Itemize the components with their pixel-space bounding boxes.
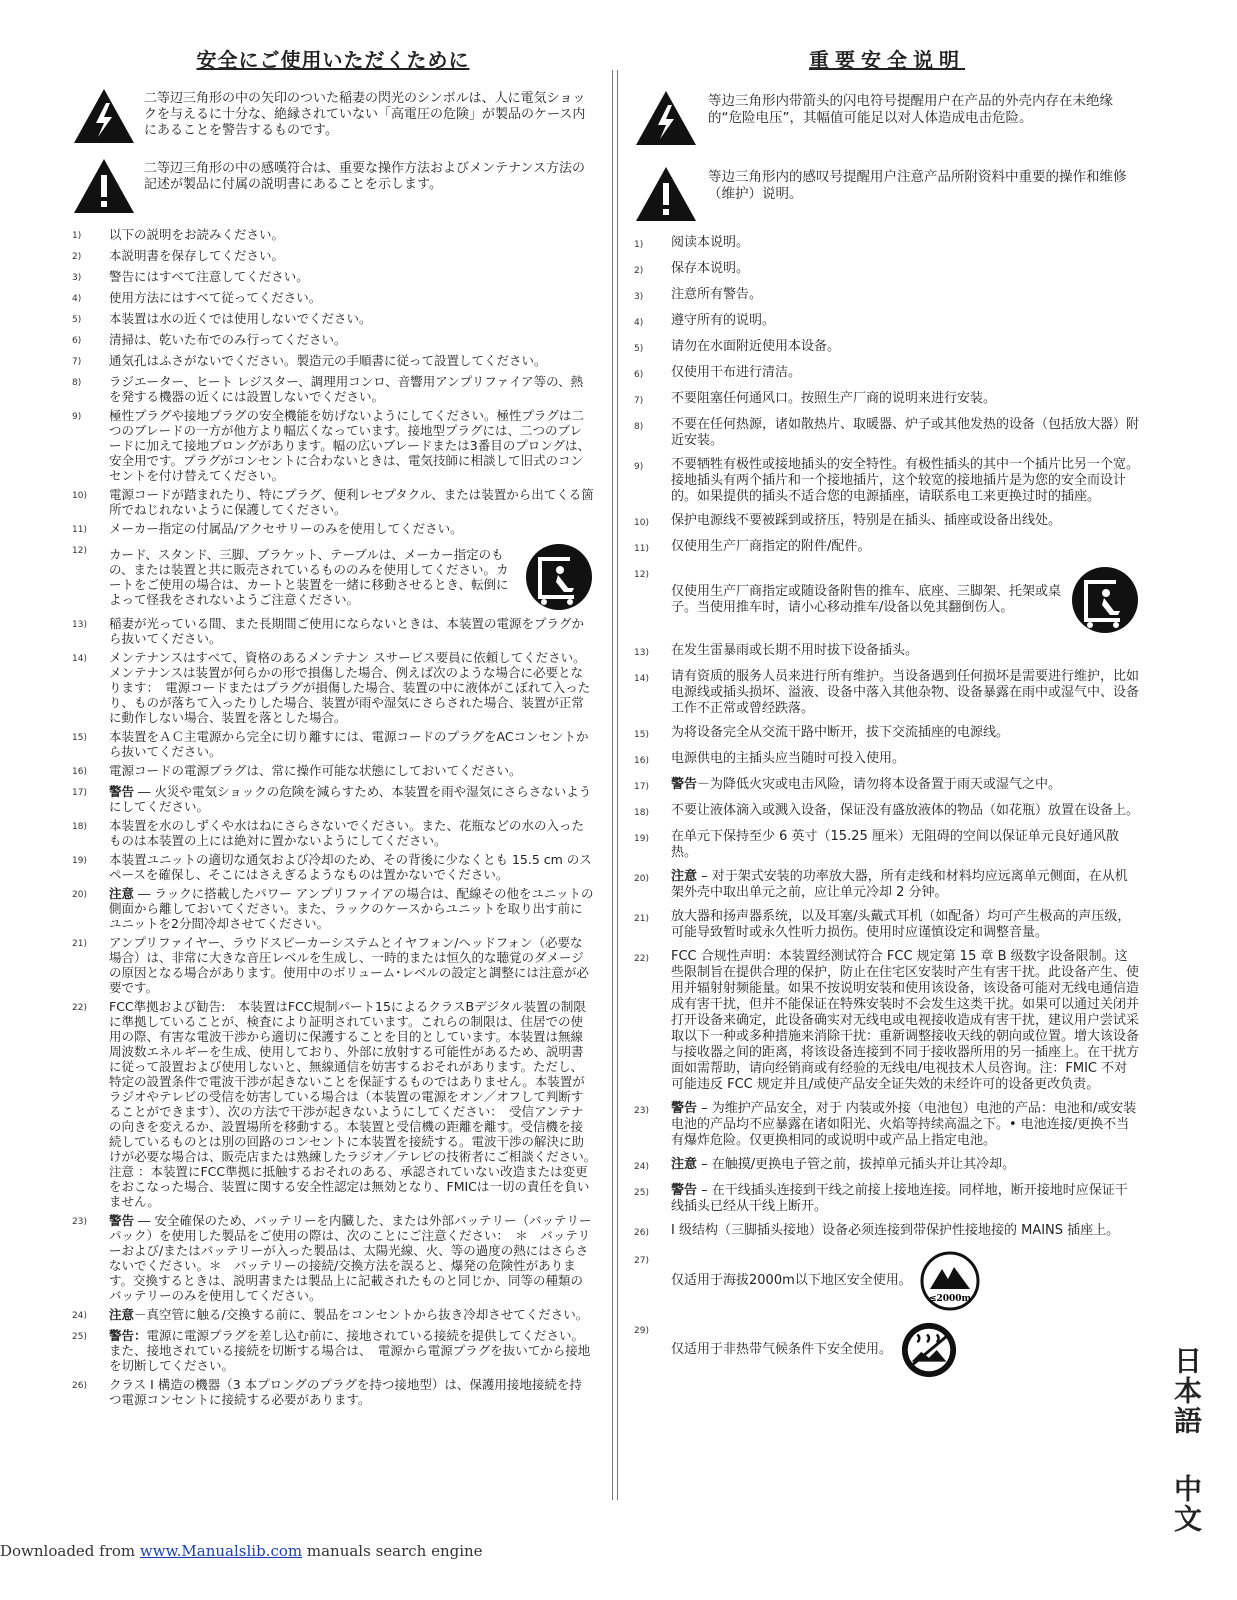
zh-list-item bbox=[634, 751, 1140, 769]
item-text bbox=[109, 729, 594, 759]
item-text bbox=[109, 332, 594, 349]
zh-list-item bbox=[634, 829, 1140, 861]
zh-list-item bbox=[634, 287, 1140, 305]
ja-list-item bbox=[72, 408, 594, 483]
item-number: 9) bbox=[634, 462, 644, 472]
item-body: 仅使用生产厂商指定或随设备附售的推车、底座、三脚架、托架或桌子。当使用推车时，请小心移动推车/设备以免其翻倒伤人。 bbox=[671, 584, 1062, 615]
zh-list-item bbox=[634, 669, 1140, 717]
ja-list-item bbox=[72, 290, 594, 307]
lightning-triangle-icon bbox=[72, 87, 136, 145]
item-body: 遵守所有的说明。 bbox=[671, 313, 776, 328]
zh-list-item bbox=[634, 261, 1140, 279]
zh-warning-text-2: 等边三角形内的感叹号提醒用户注意产品所附资料中重要的操作和维修（维护）说明。 bbox=[708, 169, 1127, 202]
item-body: – 为维护产品安全，对于 内装或外接（电池包）电池的产品：电池和/或安装电池的产品均不应暴露在诸如阳光、火焰等持续高温之下。• 电池连接/更换不当有爆炸危险。仅更换相同的或说明中或产品上指定电池。 bbox=[671, 1101, 1137, 1148]
item-body: 電源コードの電源プラグは、常に操作可能な状態にしておいてください。 bbox=[109, 763, 522, 778]
cart-tip-over-icon bbox=[1070, 565, 1140, 635]
ja-list-item bbox=[72, 650, 594, 725]
item-text bbox=[671, 1223, 1140, 1241]
item-number: 1) bbox=[72, 231, 82, 241]
item-number: 13) bbox=[72, 620, 87, 630]
item-body: 请勿在水面附近使用本设备。 bbox=[671, 339, 841, 354]
item-text bbox=[671, 643, 1140, 661]
item-number: 12) bbox=[634, 570, 649, 580]
zh-list-item bbox=[634, 777, 1140, 795]
ja-list-item bbox=[72, 248, 594, 265]
item-text bbox=[109, 852, 594, 882]
zh-list-item bbox=[634, 539, 1140, 557]
item-number: 26) bbox=[634, 1228, 649, 1238]
item-body: 请有资质的服务人员来进行所有维护。当设备遇到任何损坏是需要进行维护，比如电源线或插头损坏、溢液、设备中落入其他杂物、设备暴露在雨中或湿气中、设备工作不正常或曾经跌落。 bbox=[671, 669, 1140, 716]
item-text bbox=[109, 1377, 594, 1407]
download-footer bbox=[0, 1542, 483, 1560]
item-body: 注意所有警告。 bbox=[671, 287, 763, 302]
ja-list-item bbox=[72, 269, 594, 286]
item-text bbox=[671, 417, 1140, 449]
item-number: 18) bbox=[634, 808, 649, 818]
item-text bbox=[671, 1342, 892, 1358]
altitude-icon-label: ≤2000m bbox=[928, 1294, 971, 1304]
item-text bbox=[671, 313, 1140, 331]
item-body: 使用方法にはすべて従ってください。 bbox=[109, 290, 322, 305]
item-body: メーカー指定の付属品/アクセサリーのみを使用してください。 bbox=[109, 521, 463, 536]
item-body: 本装置は水の近くでは使用しないでください。 bbox=[109, 311, 372, 326]
item-text bbox=[671, 287, 1140, 305]
ja-title: 安全にご使用いただくために bbox=[196, 48, 470, 72]
item-body: 極性プラグや接地プラグの安全機能を妨げないようにしてください。極性プラグは二つのブレードの一方が他方より幅広くなっています。接地型プラグには、二つのブレードに加えて接地プロングがあります。幅の広いブレードまたは3番目のプロングは、安全用です。プラグがコンセントに合わないときは、電気技師に相談して旧式のコンセントを付け替えてください。 bbox=[109, 408, 590, 483]
item-text bbox=[109, 408, 594, 483]
item-text bbox=[109, 818, 594, 848]
item-label: 注意 bbox=[109, 1307, 135, 1322]
zh-list-item bbox=[634, 417, 1140, 449]
item-body: 仅适用于非热带气候条件下安全使用。 bbox=[671, 1342, 893, 1357]
item-number: 20) bbox=[72, 890, 87, 900]
item-number: 5) bbox=[634, 344, 644, 354]
item-number: 19) bbox=[72, 856, 87, 866]
item-number: 14) bbox=[634, 674, 649, 684]
ja-list-item bbox=[72, 886, 594, 931]
item-text bbox=[109, 1213, 594, 1303]
item-body: 仅使用生产厂商指定的附件/配件。 bbox=[671, 539, 871, 554]
item-body: 清掃は、乾いた布でのみ行ってください。 bbox=[109, 332, 347, 347]
item-number: 3) bbox=[72, 273, 82, 283]
item-number: 11) bbox=[634, 544, 649, 554]
item-body: 本装置を水のしずくや水はねにさらさないでください。また、花瓶などの水の入ったものは本装置の上には絶対に置かないようにしてください。 bbox=[109, 818, 585, 848]
item-text bbox=[671, 339, 1140, 357]
item-number: 19) bbox=[634, 834, 649, 844]
item-body: 電源に電源プラグを差し込む前に、接地されている接続を提供してください。また、接地されている接続を切断する場合は、 電源から電源プラグを抜いてから接地を切断してください。 bbox=[109, 1328, 591, 1373]
item-body: －真空管に触る/交換する前に、製品をコンセントから抜き冷却させてください。 bbox=[134, 1307, 589, 1322]
item-label: 警告 bbox=[109, 1213, 135, 1228]
zh-list-item bbox=[634, 803, 1140, 821]
ja-warning-text-1: 二等辺三角形の中の矢印のついた稲妻の閃光のシンボルは、人に電気ショックを与えるに十分な、絶縁されていない「高電圧の危険」が製品のケース内にあることを警告するものです。 bbox=[144, 91, 586, 138]
item-text bbox=[671, 949, 1140, 1093]
zh-instruction-list bbox=[634, 235, 1146, 1379]
japanese-column bbox=[72, 44, 603, 1411]
item-number: 13) bbox=[634, 648, 649, 658]
item-body: ラジエーター、ヒート レジスター、調理用コンロ、音響用アンプリファイア等の、熱を発する機器の近くには設置しないでください。 bbox=[109, 374, 584, 404]
item-text bbox=[671, 1183, 1140, 1215]
zh-list-item bbox=[634, 1223, 1140, 1241]
item-text bbox=[671, 457, 1146, 505]
altitude-2000m-icon bbox=[920, 1251, 980, 1311]
zh-warning-text-1: 等边三角形内带箭头的闪电符号提醒用户在产品的外壳内存在未绝缘的“危险电压”，其幅值可能足以对人体造成电击危险。 bbox=[708, 93, 1113, 126]
item-body: 电源供电的主插头应当随时可投入使用。 bbox=[671, 751, 906, 766]
item-text bbox=[109, 487, 594, 517]
item-text bbox=[109, 374, 594, 404]
item-number: 24) bbox=[634, 1162, 649, 1172]
item-body: 本説明書を保存してください。 bbox=[109, 248, 285, 263]
footer-suffix: manuals search engine bbox=[302, 1542, 483, 1560]
item-number: 2) bbox=[634, 266, 644, 276]
item-number: 22) bbox=[634, 954, 649, 964]
zh-list-item bbox=[634, 1101, 1140, 1149]
item-number: 7) bbox=[72, 357, 82, 367]
item-text bbox=[671, 584, 1062, 616]
ja-list-item bbox=[72, 763, 594, 780]
item-number: 12) bbox=[72, 546, 87, 556]
item-text bbox=[671, 829, 1140, 861]
lightning-triangle-icon bbox=[634, 89, 698, 147]
item-body: – 对于架式安装的功率放大器，所有走线和材料均应远离单元侧面，在从机架外壳中取出单元之前，应让单元冷却 2 分钟。 bbox=[671, 869, 1128, 900]
item-number: 16) bbox=[72, 767, 87, 777]
item-text bbox=[109, 784, 594, 814]
ja-list-item bbox=[72, 616, 594, 646]
item-number: 14) bbox=[72, 654, 87, 664]
item-number: 4) bbox=[72, 294, 82, 304]
zh-list-item bbox=[634, 643, 1140, 661]
ja-list-item bbox=[72, 1328, 594, 1373]
item-body: 保存本说明。 bbox=[671, 261, 750, 276]
item-number: 15) bbox=[634, 730, 649, 740]
ja-list-item bbox=[72, 227, 594, 244]
ja-list-item bbox=[72, 542, 594, 612]
zh-list-item bbox=[634, 339, 1140, 357]
item-text bbox=[109, 935, 594, 995]
item-number: 16) bbox=[634, 756, 649, 766]
ja-list-item bbox=[72, 374, 594, 404]
column-divider bbox=[612, 70, 618, 1500]
item-body: ― 安全確保のため、バッテリーを内臓した、または外部バッテリー（バッテリーパック）を使用した製品をご使用の際は、次のことにご注意ください： ＊ バッテリーおよび/またはバッテリーが入った製品は、太陽光線、火、等の過度の熱にはさらさないでください。＊ バッテリーの接続/交換方法を誤ると、爆発の危険性があります。交換するときは、説明書または製品上に記載されたものと同じか、同等の種類のバッテリーのみを使用してください。 bbox=[109, 1213, 592, 1303]
item-text bbox=[109, 763, 594, 780]
zh-list-item bbox=[634, 457, 1146, 505]
item-number: 6) bbox=[634, 370, 644, 380]
ja-list-item bbox=[72, 1213, 594, 1303]
ja-instruction-list bbox=[72, 227, 603, 1407]
item-number: 21) bbox=[634, 914, 649, 924]
item-number: 17) bbox=[72, 788, 87, 798]
ja-list-item bbox=[72, 487, 594, 517]
item-body: 在发生雷暴雨或长期不用时拔下设备插头。 bbox=[671, 643, 919, 658]
item-number: 23) bbox=[634, 1106, 649, 1116]
item-text bbox=[671, 539, 1140, 557]
item-text bbox=[109, 886, 594, 931]
ja-list-item bbox=[72, 852, 594, 882]
side-label-chinese: 中文 bbox=[1170, 1474, 1203, 1534]
zh-electric-shock-warning bbox=[634, 89, 1140, 147]
item-body: 警告にはすべて注意してください。 bbox=[109, 269, 309, 284]
item-body: I 级结构（三脚插头接地）设备必须连接到带保护性接地接的 MAINS 插座上。 bbox=[671, 1223, 1120, 1238]
item-body: カード、スタンド、三脚、ブラケット、テーブルは、メーカー指定のもの、または装置と共に販売されているもののみを使用してください。カートをご使用の場合は、カートと装置を一緒に移動させるとき、転倒によって怪我をされないようご注意ください。 bbox=[109, 547, 509, 607]
zh-list-item bbox=[634, 869, 1140, 901]
item-label: 警告 bbox=[671, 1101, 698, 1116]
item-text bbox=[109, 616, 594, 646]
ja-list-item bbox=[72, 784, 594, 814]
zh-list-item bbox=[634, 725, 1140, 743]
item-text bbox=[671, 869, 1140, 901]
item-number: 5) bbox=[72, 315, 82, 325]
zh-list-item bbox=[634, 513, 1140, 531]
item-body: クラス I 構造の機器（3 本プロングのプラグを持つ接地型）は、保護用接地接続を持つ電源コンセントに接続する必要があります。 bbox=[109, 1377, 582, 1407]
item-number: 22) bbox=[72, 1003, 87, 1013]
item-text bbox=[109, 353, 594, 370]
item-number: 15) bbox=[72, 733, 87, 743]
item-text bbox=[671, 235, 1140, 253]
item-number: 4) bbox=[634, 318, 644, 328]
item-number: 25) bbox=[634, 1188, 649, 1198]
footer-prefix: Downloaded from bbox=[0, 1542, 140, 1560]
ja-list-item bbox=[72, 729, 594, 759]
item-number: 20) bbox=[634, 874, 649, 884]
item-label: 注意 bbox=[109, 886, 135, 901]
item-text bbox=[109, 1328, 594, 1373]
item-number: 10) bbox=[72, 491, 87, 501]
item-number: 26) bbox=[72, 1381, 87, 1391]
item-number: 9) bbox=[72, 412, 82, 422]
item-body: アンプリファイヤー、ラウドスピーカーシステムとイヤフォン/ヘッドフォン（必要な場合）は、非常に大きな音圧レベルを生成し、一時的または恒久的な聴覚のダメージの原因となる場合があります。使用中のボリューム･レベルの設定と調整には注意が必要です。 bbox=[109, 935, 589, 995]
item-body: 稲妻が光っている間、また長期間ご使用にならないときは、本装置の電源をプラグから抜いてください。 bbox=[109, 616, 585, 646]
item-body: 在单元下保持至少 6 英寸（15.25 厘米）无阻碍的空间以保证单元良好通风散热。 bbox=[671, 829, 1119, 860]
ja-instruction-warning bbox=[72, 157, 594, 215]
non-tropical-climate-icon bbox=[900, 1321, 958, 1379]
zh-list-item bbox=[634, 909, 1140, 941]
item-text bbox=[109, 248, 594, 265]
side-label-japanese: 日本語 bbox=[1170, 1346, 1203, 1436]
zh-list-item bbox=[634, 1321, 1140, 1379]
ja-electric-shock-warning bbox=[72, 87, 594, 145]
item-text bbox=[109, 227, 594, 244]
item-body: 仅适用于海拔2000m以下地区安全使用。 bbox=[671, 1273, 912, 1288]
item-number: 1) bbox=[634, 240, 644, 250]
zh-instruction-warning bbox=[634, 165, 1140, 223]
item-body: – 在触摸/更换电子管之前，拔掉单元插头并让其冷却。 bbox=[697, 1157, 1016, 1172]
item-text bbox=[671, 261, 1140, 279]
item-number: 11) bbox=[72, 525, 87, 535]
item-text bbox=[671, 777, 1140, 795]
ja-list-item bbox=[72, 521, 594, 538]
item-number: 18) bbox=[72, 822, 87, 832]
item-number: 6) bbox=[72, 336, 82, 346]
zh-list-item bbox=[634, 1157, 1140, 1175]
ja-list-item bbox=[72, 332, 594, 349]
item-body: ― ラックに搭載したパワー アンプリファイアの場合は、配線その他をユニットの側面から離しておいてください。また、ラックのケースからユニットを取り出す前にユニットを2分間冷却させてください。 bbox=[109, 886, 594, 931]
item-text bbox=[109, 290, 594, 307]
item-body: 不要在任何热源，诸如散热片、取暖器、炉子或其他发热的设备（包括放大器）附近安装。 bbox=[671, 417, 1140, 448]
item-text bbox=[109, 521, 594, 538]
zh-list-item bbox=[634, 313, 1140, 331]
zh-list-item bbox=[634, 1183, 1140, 1215]
item-number: 21) bbox=[72, 939, 87, 949]
ja-list-item bbox=[72, 818, 594, 848]
item-body: 以下の説明をお読みください。 bbox=[109, 227, 285, 242]
item-number: 23) bbox=[72, 1217, 87, 1227]
zh-list-item bbox=[634, 235, 1140, 253]
item-label: 警告 bbox=[671, 777, 698, 792]
item-number: 29) bbox=[634, 1326, 649, 1336]
item-number: 3) bbox=[634, 292, 644, 302]
zh-list-item bbox=[634, 949, 1140, 1093]
item-number: 17) bbox=[634, 782, 649, 792]
zh-list-item bbox=[634, 365, 1140, 383]
chinese-column bbox=[634, 44, 1146, 1387]
item-number: 10) bbox=[634, 518, 649, 528]
item-body: 阅读本说明。 bbox=[671, 235, 750, 250]
item-body: 電源コードが踏まれたり、特にプラグ、便利レセプタクル、または装置から出てくる箇所でねじれないように保護してください。 bbox=[109, 487, 594, 517]
manualslib-link[interactable]: www.Manualslib.com bbox=[139, 1542, 303, 1560]
item-text bbox=[671, 1273, 912, 1289]
item-body: 仅使用干布进行清洁。 bbox=[671, 365, 802, 380]
item-body: －为降低火灾或电击风险，请勿将本设备置于雨天或湿气之中。 bbox=[697, 777, 1062, 792]
item-text bbox=[109, 547, 516, 607]
ja-warning-text-2: 二等辺三角形の中の感嘆符合は、重要な操作方法およびメンテナンス方法の記述が製品に付属の説明書にあることを示します。 bbox=[144, 161, 585, 192]
item-label: 警告 bbox=[671, 1183, 698, 1198]
item-body: FCC準拠および勧告: 本装置はFCC規制パート15によるクラスBデジタル装置の制限に準拠していることが、検査により証明されています。これらの制限は、住居での使用の際、有害な電波干渉から適切に保護することを目的としています。本装置は無線周波数エネルギーを生成、使用しており、外部に放射する可能性があるため、説明書に従って設置および使用しないと、無線通信を妨害するおそれがあります。ただし、特定の設置条件で電波干渉が起きないことを保証するものではありません。本装置がラジオやテレビの受信を妨害している場合は（本装置の電源をオン／オフして判断することができます）、次の方法で干渉が起きないようにしてください： 受信アンテナの向きを変えるか、設置場所を移動する。本装置と受信機の距離を離す。受信機を接続しているものとは別の回路のコンセントに本装置を接続する。電波干渉の解決に助けが必要な場合は、販売店または熟練したラジオ／テレビの技術者にご相談ください。 注意 ：本装置にFCC準拠に抵触するおそれのある、承認されていない改造または変更をおこなった場合、装置に関する安全性認定は無効となり、FMICは一切の責任を負いません。 bbox=[109, 999, 603, 1209]
item-text bbox=[109, 311, 594, 328]
ja-list-item bbox=[72, 1307, 594, 1324]
zh-list-item bbox=[634, 565, 1140, 635]
ja-list-item bbox=[72, 311, 594, 328]
item-body: 为将设备完全从交流干路中断开，拔下交流插座的电源线。 bbox=[671, 725, 1010, 740]
ja-list-item bbox=[72, 999, 603, 1209]
item-text bbox=[109, 1307, 594, 1324]
item-text bbox=[109, 650, 594, 725]
item-number: 2) bbox=[72, 252, 82, 262]
item-text bbox=[671, 513, 1140, 531]
item-text bbox=[671, 669, 1140, 717]
item-body: – 在干线插头连接到干线之前接上接地连接。同样地，断开接地时应保证干线插头已经从干线上断开。 bbox=[671, 1183, 1128, 1214]
ja-list-item bbox=[72, 1377, 594, 1407]
exclamation-triangle-icon bbox=[72, 157, 136, 215]
item-text bbox=[671, 803, 1140, 821]
item-text bbox=[671, 751, 1140, 769]
item-label: 警告 bbox=[109, 784, 135, 799]
item-body: 本装置ユニットの適切な通気および冷却のため、その背後に少なくとも 15.5 cm のスペースを確保し、そこにはさえぎるようなものは置かないでください。 bbox=[109, 852, 592, 882]
item-number: 27) bbox=[634, 1256, 649, 1266]
item-label: 注意 bbox=[671, 1157, 698, 1172]
item-text bbox=[671, 725, 1140, 743]
item-number: 24) bbox=[72, 1311, 87, 1321]
item-text bbox=[109, 999, 603, 1209]
item-number: 25) bbox=[72, 1332, 87, 1342]
item-number: 7) bbox=[634, 396, 644, 406]
item-text bbox=[671, 1101, 1140, 1149]
item-body: 本装置をＡＣ主電源から完全に切り離すには、電源コードのプラグをACコンセントから抜いてください。 bbox=[109, 729, 589, 759]
ja-list-item bbox=[72, 935, 594, 995]
item-body: 不要牺牲有极性或接地插头的安全特性。有极性插头的其中一个插片比另一个宽。 接地插头有两个插片和一个接地插片，这个较宽的接地插片是为您的安全而设计的。如果提供的插头不适合您的电源插座，请联系电工来更换过时的插座。 bbox=[671, 457, 1146, 504]
item-number: 8) bbox=[72, 378, 82, 388]
zh-list-item bbox=[634, 391, 1140, 409]
item-text bbox=[109, 269, 594, 286]
item-label: 注意 bbox=[671, 869, 698, 884]
item-text bbox=[671, 909, 1140, 941]
item-body: ― 火災や電気ショックの危険を減らすため、本装置を雨や湿気にさらさないようにしてください。 bbox=[109, 784, 592, 814]
item-body: メンテナンスはすべて、資格のあるメンテナン スサービス要員に依頼してください。メンテナンスは装置が何らかの形で損傷した場合、例えば次のような場合に必要となります： 電源コードまたはプラグが損傷した場合、装置の中に液体がこぼれて入ったり、ものが落ちて入ったりした場合、装置が雨や湿気にさらされた場合、装置が正常に動作しない場合、装置を落とした場合。 bbox=[109, 650, 591, 725]
cart-tip-over-icon bbox=[524, 542, 594, 612]
item-text bbox=[671, 365, 1140, 383]
item-text bbox=[671, 391, 1140, 409]
item-body: 不要阻塞任何通风口。按照生产厂商的说明来进行安装。 bbox=[671, 391, 997, 406]
item-number: 8) bbox=[634, 422, 644, 432]
item-body: 放大器和扬声器系统，以及耳塞/头戴式耳机（如配备）均可产生极高的声压级，可能导致暂时或永久性听力损伤。使用时应谨慎设定和调整音量。 bbox=[671, 909, 1131, 940]
zh-title: 重要安全说明 bbox=[809, 48, 965, 72]
ja-list-item bbox=[72, 353, 594, 370]
exclamation-triangle-icon bbox=[634, 165, 698, 223]
item-label: 警告： bbox=[109, 1328, 147, 1343]
item-body: 不要让液体滴入或溅入设备，保证没有盛放液体的物品（如花瓶）放置在设备上。 bbox=[671, 803, 1140, 818]
item-body: FCC 合规性声明：本装置经测试符合 FCC 规定第 15 章 B 级数字设备限制。这些限制旨在提供合理的保护，防止在住宅区安装时产生有害干扰。此设备产生、使用并辐射射频能量。如果不按说明安装和使用该设备，该设备可能对无线电通信造成有害干扰，但并不能保证在特殊安装时不会发生这类干扰。如果可以通过关闭并打开设备来确定，此设备确实对无线电或电视接收造成有害干扰，建议用户尝试采取以下一种或多种措施来消除干扰：重新调整接收天线的朝向或位置。增大该设备与接收器之间的距离，将该设备连接到不同于接收器所用的另一插座上。在干扰方面如需帮助，请向经销商或有经验的无线电/电视技术人员咨询。注：FMIC 不对可能违反 FCC 规定并且/或使产品安全证失效的未经许可的设备更改负责。 bbox=[671, 949, 1140, 1092]
item-text bbox=[671, 1157, 1140, 1175]
zh-list-item bbox=[634, 1251, 1140, 1311]
item-body: 通気孔はふさがないでください。製造元の手順書に従って設置してください。 bbox=[109, 353, 547, 368]
item-body: 保护电源线不要被踩到或挤压，特别是在插头、插座或设备出线处。 bbox=[671, 513, 1062, 528]
